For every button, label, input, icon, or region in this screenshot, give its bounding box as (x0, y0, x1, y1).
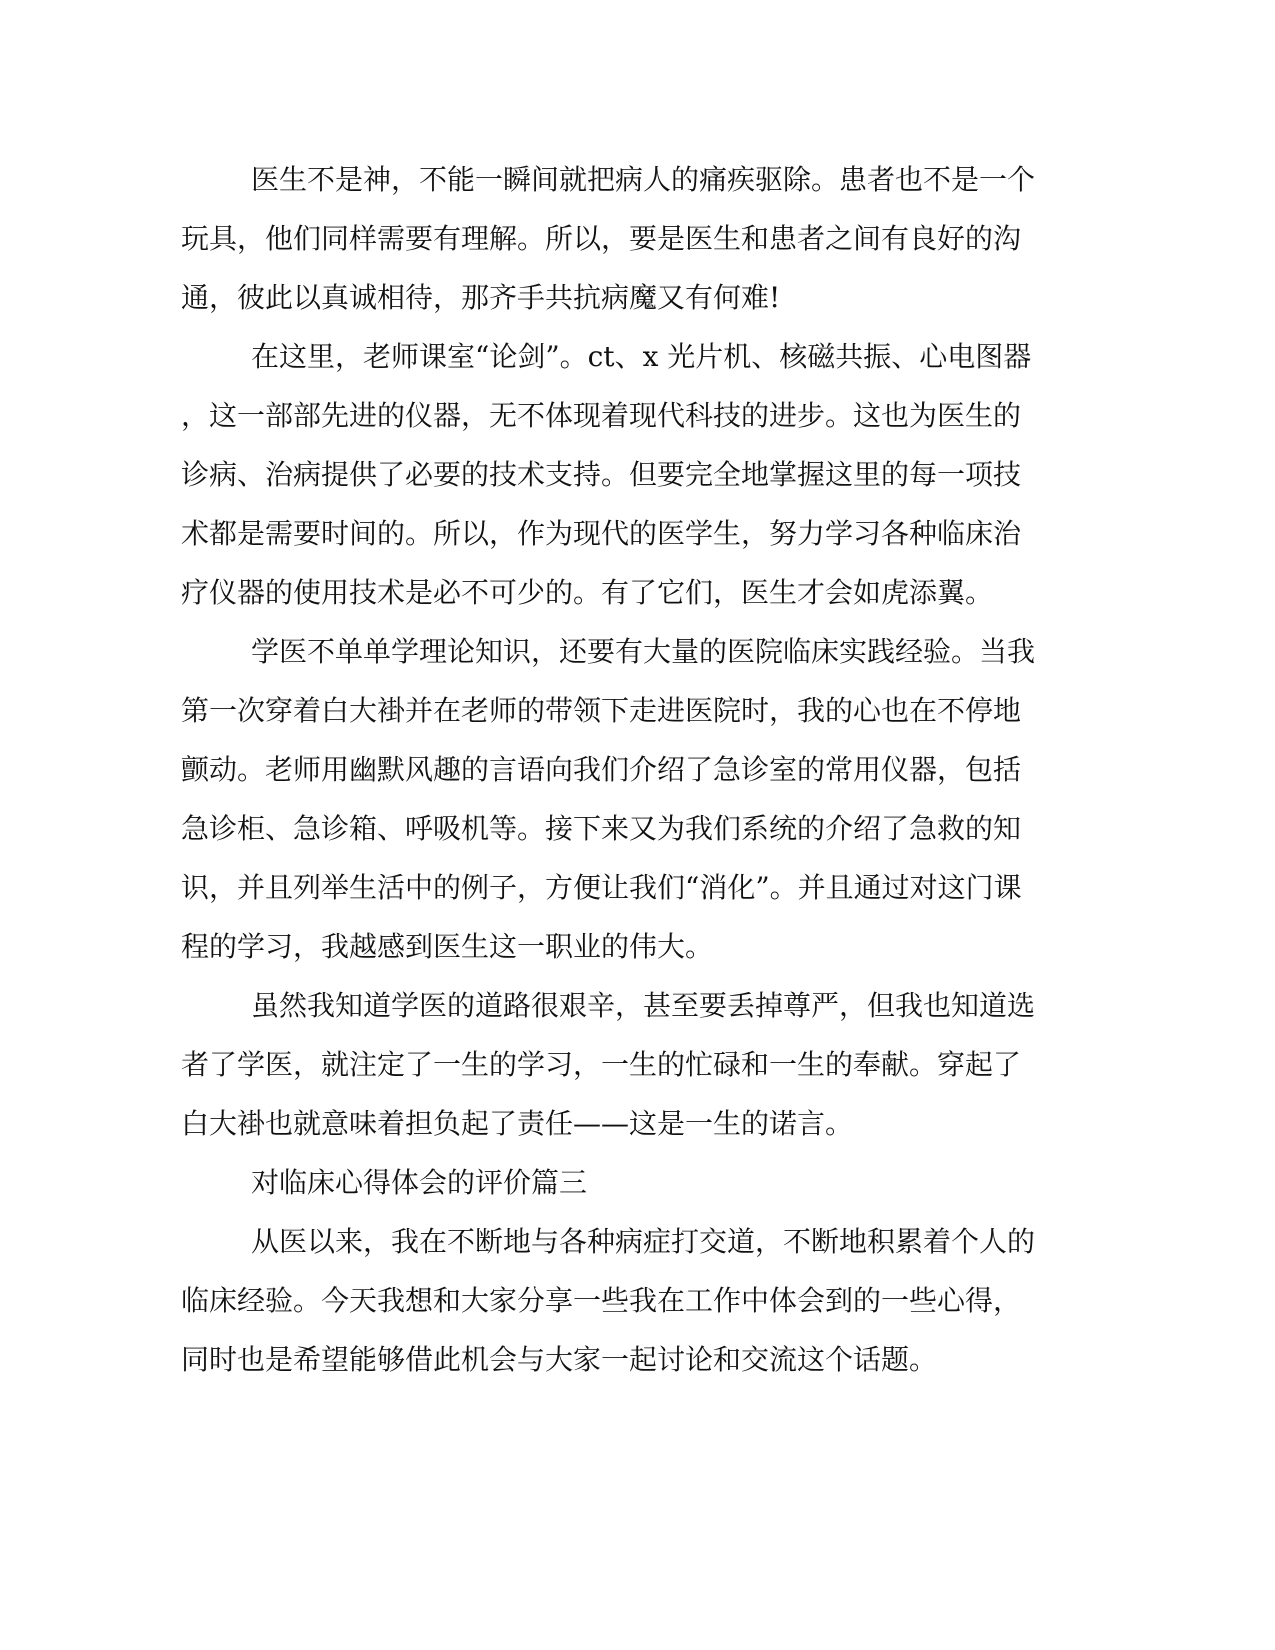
paragraph-1-line-3: 通，彼此以真诚相待，那齐手共抗病魔又有何难! (181, 281, 781, 314)
paragraph-6-line-2: 临床经验。今天我想和大家分享一些我在工作中体会到的一些心得， (181, 1284, 1022, 1317)
paragraph-3-line-1: 学医不单单学理论知识，还要有大量的医院临床实践经验。当我 (251, 635, 1036, 668)
paragraph-2-line-2: ，这一部部先进的仪器，无不体现着现代科技的进步。这也为医生的 (181, 399, 1022, 432)
paragraph-2-line-5: 疗仪器的使用技术是必不可少的。有了它们，医生才会如虎添翼。 (181, 576, 994, 609)
paragraph-6-line-1: 从医以来，我在不断地与各种病症打交道，不断地积累着个人的 (251, 1225, 1036, 1258)
paragraph-3-line-3: 颤动。老师用幽默风趣的言语向我们介绍了急诊室的常用仪器，包括 (181, 753, 1022, 786)
paragraph-3-line-4: 急诊柜、急诊箱、呼吸机等。接下来又为我们系统的介绍了急救的知 (181, 812, 1022, 845)
paragraph-4-line-2: 者了学医，就注定了一生的学习，一生的忙碌和一生的奉献。穿起了 (181, 1048, 1022, 1081)
paragraph-2-line-3: 诊病、治病提供了必要的技术支持。但要完全地掌握这里的每一项技 (181, 458, 1022, 491)
paragraph-3-line-5: 识，并且列举生活中的例子，方便让我们“消化”。并且通过对这门课 (181, 871, 1022, 904)
paragraph-3-line-2: 第一次穿着白大褂并在老师的带领下走进医院时，我的心也在不停地 (181, 694, 1022, 727)
paragraph-1-line-2: 玩具，他们同样需要有理解。所以，要是医生和患者之间有良好的沟 (181, 222, 1022, 255)
paragraph-4-line-1: 虽然我知道学医的道路很艰辛，甚至要丢掉尊严，但我也知道选 (251, 989, 1036, 1022)
paragraph-6-line-3: 同时也是希望能够借此机会与大家一起讨论和交流这个话题。 (181, 1343, 938, 1376)
paragraph-2-line-1: 在这里，老师课室“论剑”。ct、x 光片机、核磁共振、心电图器 (251, 340, 1032, 373)
paragraph-2-line-4: 术都是需要时间的。所以，作为现代的医学生，努力学习各种临床治 (181, 517, 1022, 550)
section-heading: 对临床心得体会的评价篇三 (251, 1166, 588, 1199)
paragraph-3-line-6: 程的学习，我越感到医生这一职业的伟大。 (181, 930, 714, 963)
paragraph-4-line-3: 白大褂也就意味着担负起了责任——这是一生的诺言。 (181, 1107, 854, 1140)
paragraph-1-line-1: 医生不是神，不能一瞬间就把病人的痛疾驱除。患者也不是一个 (251, 163, 1036, 196)
